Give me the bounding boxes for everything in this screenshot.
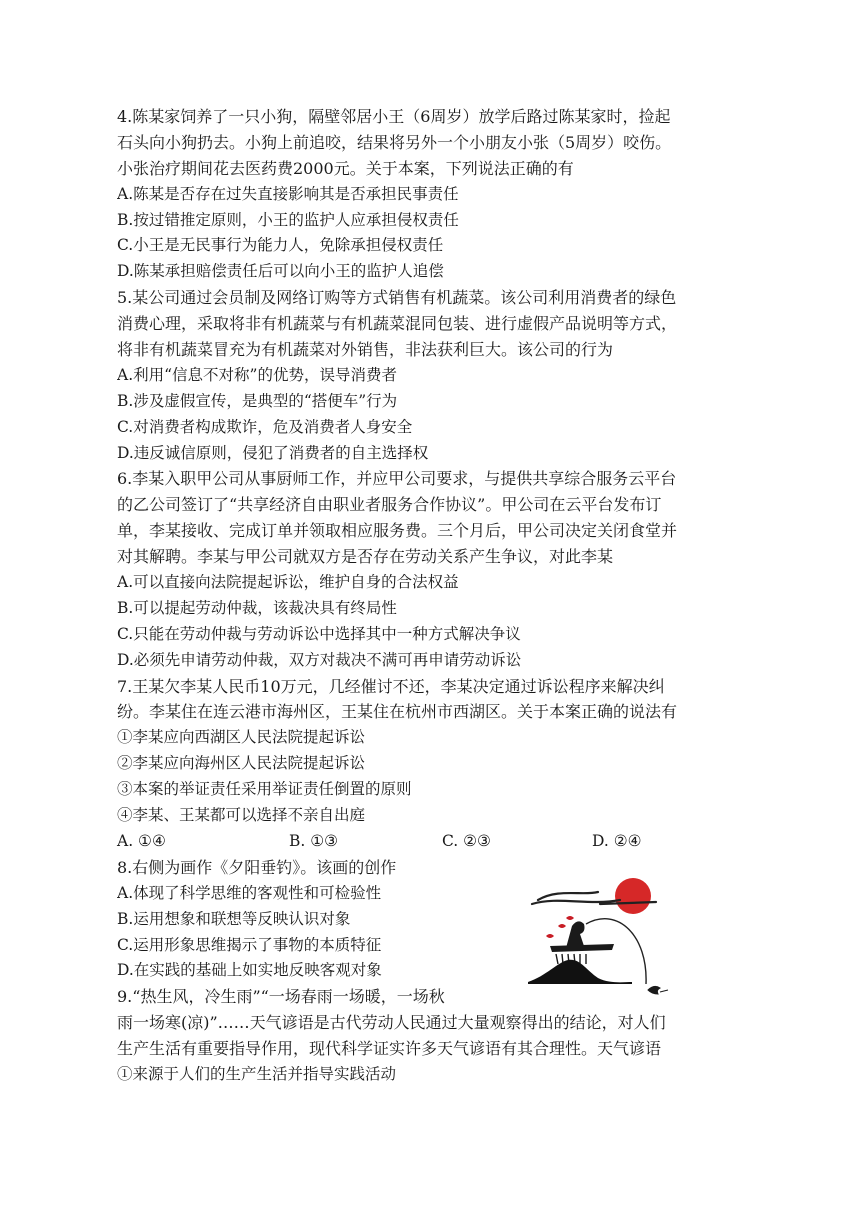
question-8-option-b: B.运用想象和联想等反映认识对象 xyxy=(117,909,351,928)
question-4-option-a: A.陈某是否存在过失直接影响其是否承担民事责任 xyxy=(117,184,459,203)
question-6-option-d: D.必须先申请劳动仲裁，双方对裁决不满可再申请劳动诉讼 xyxy=(117,650,522,669)
question-4 xyxy=(117,104,747,285)
question-7-choice-b: B. ①③ xyxy=(289,831,339,850)
question-7-item-1: ①李某应向西湖区人民法院提起诉讼 xyxy=(117,728,366,747)
question-4-stem-line: 小张治疗期间花去医药费2000元。关于本案，下列说法正确的有 xyxy=(117,158,574,178)
question-6-stem-line: 单，李某接收、完成订单并领取相应服务费。三个月后，甲公司决定关闭食堂并 xyxy=(117,521,678,541)
question-7-item-2: ②李某应向海州区人民法院提起诉讼 xyxy=(117,754,366,773)
question-8-option-d: D.在实践的基础上如实地反映客观对象 xyxy=(117,961,382,980)
sun-icon xyxy=(615,878,651,914)
mountain-icon xyxy=(528,960,632,984)
question-4-stem-line: 石头向小狗扔去。小狗上前追咬，结果将另外一个小朋友小张（5周岁）咬伤。 xyxy=(117,132,672,152)
question-5-stem-line: 5.某公司通过会员制及网络订购等方式销售有机蔬菜。该公司利用消费者的绿色 xyxy=(117,288,677,308)
question-9-stem-line: 生产生活有重要指导作用，现代科学证实许多天气谚语有其合理性。天气谚语 xyxy=(117,1039,662,1059)
question-7-choice-a: A. ①④ xyxy=(117,831,166,850)
question-5-stem-line: 消费心理，采取将非有机蔬菜与有机蔬菜混同包装、进行虚假产品说明等方式， xyxy=(117,314,678,334)
question-7-stem-line: 纷。李某住在连云港市海州区，王某住在杭州市西湖区。关于本案正确的说法有 xyxy=(117,702,678,722)
question-5-option-a: A.利用“信息不对称”的优势，误导消费者 xyxy=(117,365,397,384)
fishing-line-icon xyxy=(586,919,646,984)
question-9-stem-line: 雨一场寒(凉)”……天气谚语是古代劳动人民通过大量观察得出的结论，对人们 xyxy=(117,1013,666,1033)
question-9-item-1: ①来源于人们的生产生活并指导实践活动 xyxy=(117,1064,397,1083)
question-7-choices xyxy=(117,829,747,855)
question-8-option-a: A.体现了科学思维的客观性和可检验性 xyxy=(117,883,382,902)
question-4-option-c: C.小王是无民事行为能力人，免除承担侵权责任 xyxy=(117,236,444,255)
question-6-stem-line: 对其解聘。李某与甲公司就双方是否存在劳动关系产生争议，对此李某 xyxy=(117,547,614,567)
question-7 xyxy=(117,674,747,855)
question-5 xyxy=(117,285,747,466)
question-5-option-b: B.涉及虚假宣传，是典型的“搭便车”行为 xyxy=(117,391,398,410)
question-5-option-d: D.违反诚信原则，侵犯了消费者的自主选择权 xyxy=(117,443,429,462)
question-5-option-c: C.对消费者构成欺诈，危及消费者人身安全 xyxy=(117,417,413,436)
fisherman-icon xyxy=(566,921,585,948)
question-4-option-b: B.按过错推定原则，小王的监护人应承担侵权责任 xyxy=(117,210,459,229)
question-9-stem-line: 9.“热生风，冷生雨”“一场春雨一场暖，一场秋 xyxy=(117,987,445,1007)
question-6-stem-line: 的乙公司签订了“共享经济自由职业者服务合作协议”。甲公司在云平台发布订 xyxy=(117,495,662,515)
question-7-stem-line: 7.王某欠李某人民币10万元，几经催讨不还，李某决定通过诉讼程序来解决纠 xyxy=(117,676,665,696)
bird-icon xyxy=(648,986,668,994)
sunset-fishing-painting xyxy=(528,866,670,1006)
question-4-stem-line: 4.陈某家饲养了一只小狗，隔壁邻居小王（6周岁）放学后路过陈某家时，捡起 xyxy=(117,107,671,126)
question-7-item-4: ④李某、王某都可以选择不亲自出庭 xyxy=(117,806,366,825)
question-6-option-b: B.可以提起劳动仲裁，该裁决具有终局性 xyxy=(117,598,397,617)
question-4-option-d: D.陈某承担赔偿责任后可以向小王的监护人追偿 xyxy=(117,262,444,281)
question-6-option-c: C.只能在劳动仲裁与劳动诉讼中选择其中一种方式解决争议 xyxy=(117,624,521,643)
question-8-option-c: C.运用形象思维揭示了事物的本质特征 xyxy=(117,935,382,954)
question-8-stem: 8.右侧为画作《夕阳垂钓》。该画的创作 xyxy=(117,857,397,877)
question-7-choice-d: D. ②④ xyxy=(592,831,642,850)
question-6 xyxy=(117,466,747,673)
question-5-stem-line: 将非有机蔬菜冒充为有机蔬菜对外销售，非法获利巨大。该公司的行为 xyxy=(117,340,614,360)
question-6-stem-line: 6.李某入职甲公司从事厨师工作，并应甲公司要求，与提供共享综合服务云平台 xyxy=(117,469,677,489)
question-6-option-a: A.可以直接向法院提起诉讼，维护自身的合法权益 xyxy=(117,573,459,592)
question-7-item-3: ③本案的举证责任采用举证责任倒置的原则 xyxy=(117,780,412,799)
question-7-choice-c: C. ②③ xyxy=(442,831,491,850)
